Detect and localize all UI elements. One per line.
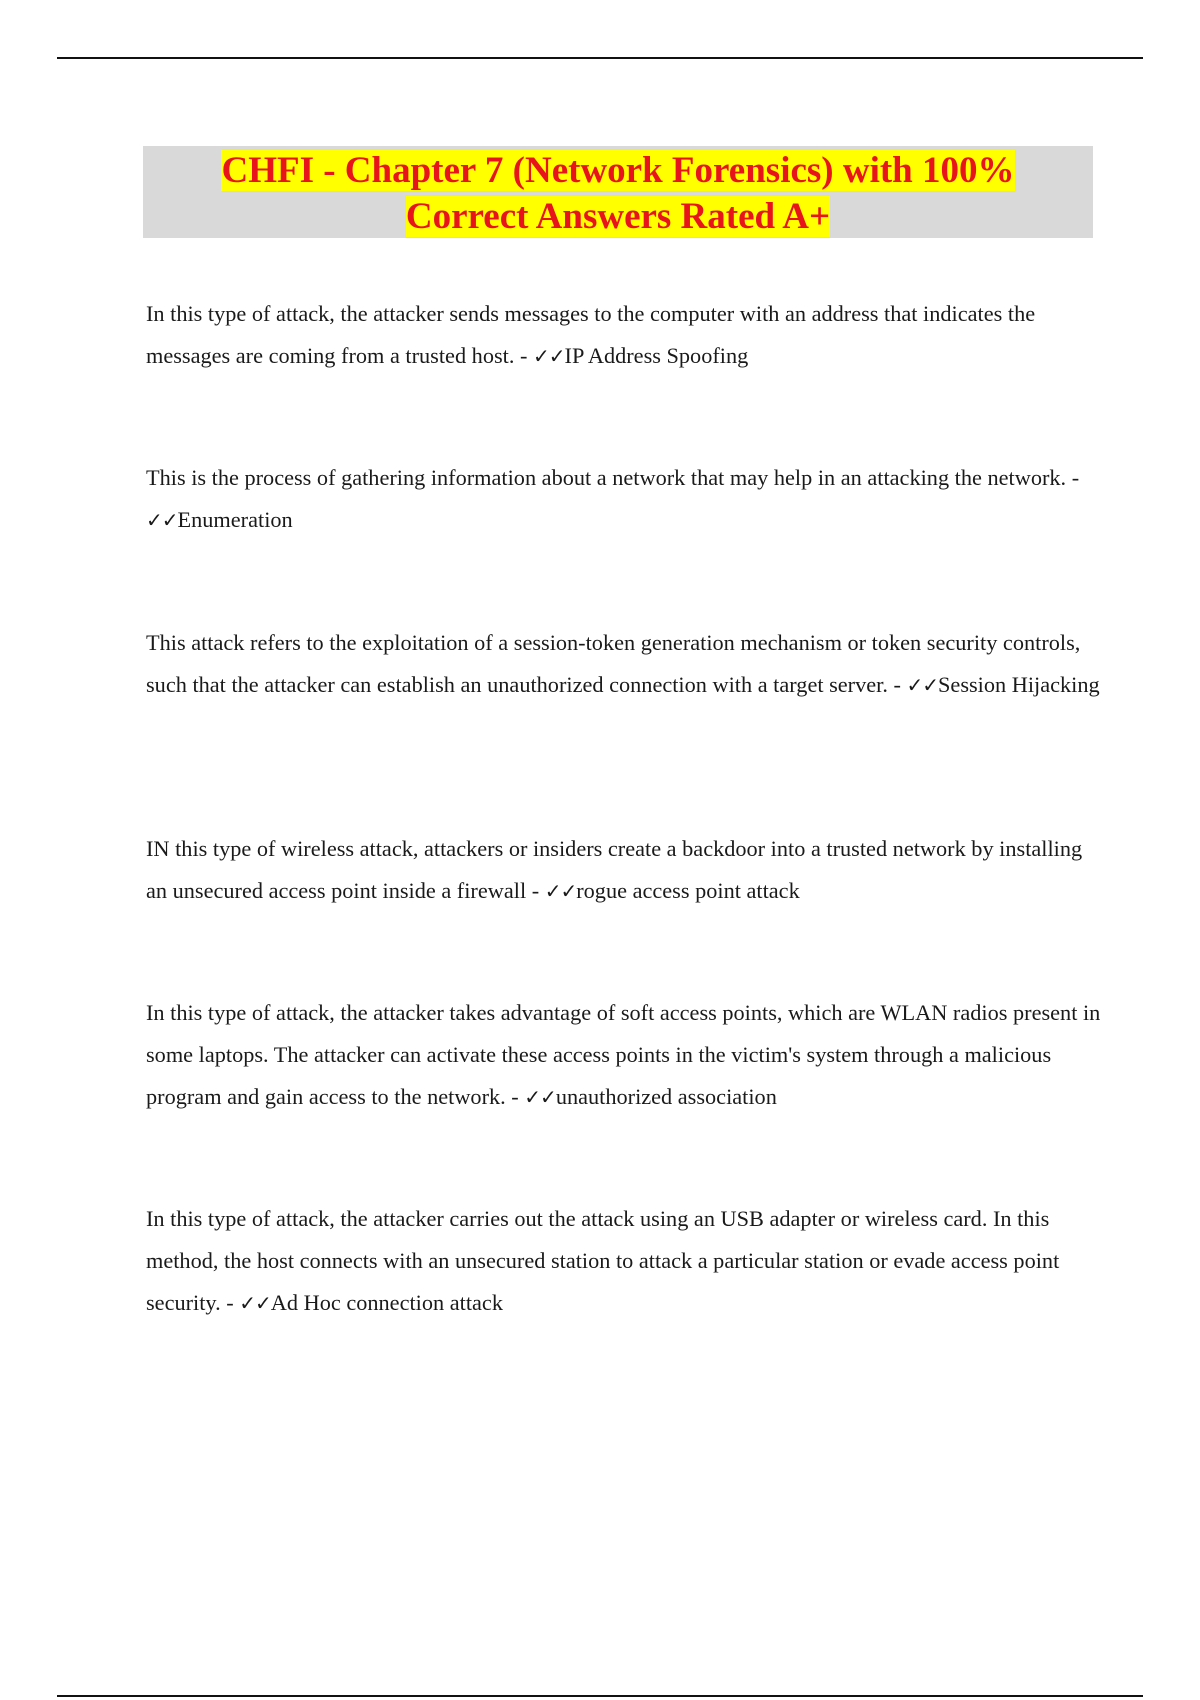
top-rule — [57, 57, 1143, 59]
checkmark-icon: ✓✓ — [146, 508, 178, 532]
qa-item — [146, 622, 1106, 706]
checkmark-icon: ✓✓ — [524, 1085, 556, 1109]
answer-text: rogue access point attack — [576, 878, 800, 903]
answer-text: unauthorized association — [555, 1084, 777, 1109]
qa-item — [146, 828, 1106, 912]
question-text: This is the process of gathering information about a network that may help in an attacking the network. - — [146, 465, 1080, 490]
qa-item — [146, 992, 1106, 1118]
answer-text: Enumeration — [177, 507, 293, 532]
qa-item — [146, 457, 1106, 541]
question-text: In this type of attack, the attacker carries out the attack using an USB adapter or wireless card. In this method, the host connects with an unsecured station to attack a particular station or evade access point security. - — [146, 1206, 1060, 1315]
answer-text: IP Address Spoofing — [564, 343, 749, 368]
question-text: IN this type of wireless attack, attackers or insiders create a backdoor into a trusted network by installing an unsecured access point inside a firewall - — [146, 836, 1083, 903]
question-text: This attack refers to the exploitation of a session-token generation mechanism or token security controls, such that the attacker can establish an unauthorized connection with a target server. - — [146, 630, 1081, 697]
checkmark-icon: ✓✓ — [544, 879, 577, 903]
document-title-line-2: Correct Answers Rated A+ — [405, 196, 831, 237]
answer-text: Ad Hoc connection attack — [270, 1290, 503, 1315]
checkmark-icon: ✓✓ — [533, 344, 565, 368]
checkmark-icon: ✓✓ — [906, 673, 939, 697]
question-text: In this type of attack, the attacker takes advantage of soft access points, which are WLAN radios present in some laptops. The attacker can activate these access points in the victim's system through a malicious program and gain access to the network. - — [146, 1000, 1101, 1109]
qa-item — [146, 1198, 1106, 1324]
question-text: In this type of attack, the attacker sends messages to the computer with an address that indicates the messages are coming from a trusted host. - — [146, 301, 1036, 368]
bottom-rule — [57, 1695, 1143, 1697]
answer-text: Session Hijacking — [938, 672, 1100, 697]
document-title-line-1: CHFI - Chapter 7 (Network Forensics) with 100% — [221, 150, 1015, 191]
qa-item — [146, 293, 1106, 377]
document-title-box — [143, 146, 1093, 238]
checkmark-icon: ✓✓ — [239, 1291, 271, 1315]
